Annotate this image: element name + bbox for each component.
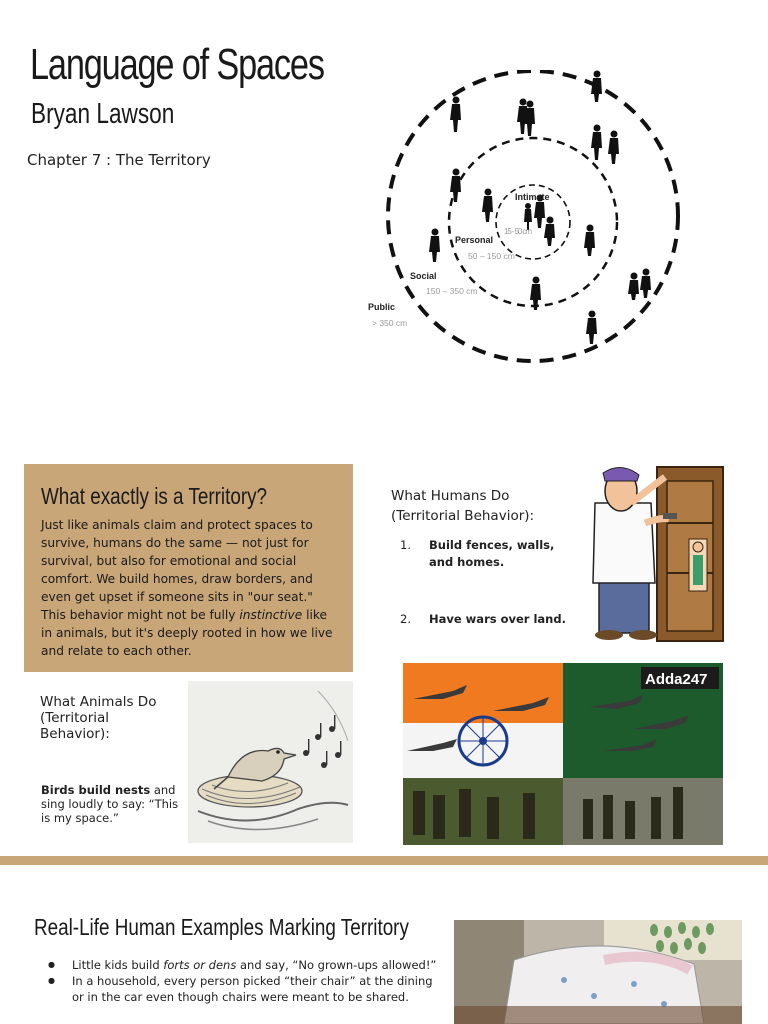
item-text: and say, “No grown-ups allowed!”	[236, 958, 437, 972]
carpenter-illustration	[585, 463, 725, 643]
real-life-title: Real-Life Human Examples Marking Territory	[34, 914, 409, 940]
item-italic: forts or dens	[163, 958, 237, 972]
real-life-item	[48, 957, 438, 973]
animals-text	[41, 783, 181, 825]
zone-range-public: > 350 cm	[372, 318, 408, 328]
animals-text-rest: and sing loudly to say: “This is my space.”	[41, 783, 179, 825]
item-text: In a household, every person picked “their chair” at the dining or in the car even though chairs were meant to be shared.	[72, 974, 433, 1004]
zone-range-social: 150 – 350 cm	[426, 286, 478, 296]
author-name: Bryan Lawson	[31, 98, 175, 130]
list-text: Have wars over land.	[429, 612, 566, 626]
list-number: 1.	[400, 538, 411, 552]
territory-text-part: Just like animals claim and protect spaces to survive, humans do the same — not just for survival, but also for emotional and social comfort. We build homes, draw borders, and even get upset if someone sits in "our seat." This behavior might not be fully	[41, 518, 313, 622]
zone-label-social: Social	[410, 271, 437, 281]
chapter-label: Chapter 7 : The Territory	[27, 151, 211, 169]
bird-nest-illustration	[188, 681, 353, 843]
section-divider	[0, 856, 768, 865]
item-text: Little kids build	[72, 958, 164, 972]
list-number: 2.	[400, 612, 411, 626]
humans-heading: What Humans Do (Territorial Behavior):	[391, 488, 535, 524]
zone-label-personal: Personal	[455, 235, 494, 245]
proxemics-diagram	[360, 70, 710, 370]
territory-text-italic: instinctive	[239, 608, 303, 622]
zone-range-personal: 50 – 150 cm	[468, 251, 515, 261]
adda-logo-text: Adda247	[645, 671, 708, 688]
zone-label-intimate: Intimate	[515, 192, 550, 202]
zone-range-intimate: 15 - 50 cm	[504, 227, 532, 236]
list-text: Build fences, walls, and homes.	[429, 538, 555, 569]
people-silhouettes	[429, 71, 651, 345]
territory-definition-box	[24, 464, 353, 672]
territory-box-text	[41, 516, 341, 660]
war-over-land-image	[403, 663, 723, 845]
territory-text-part: like in animals, but it's deeply rooted in how we live and relate to each other.	[41, 608, 333, 658]
real-life-list	[48, 957, 438, 1005]
real-life-item	[48, 973, 438, 1005]
animals-heading: What Animals Do (Territorial Behavior):	[40, 694, 157, 742]
animals-text-bold: Birds build nests	[41, 783, 151, 797]
zone-label-public: Public	[368, 302, 396, 312]
pillow-on-chair-photo	[454, 920, 742, 1024]
page-title: Language of Spaces	[30, 40, 324, 89]
territory-box-title: What exactly is a Territory?	[41, 483, 268, 509]
